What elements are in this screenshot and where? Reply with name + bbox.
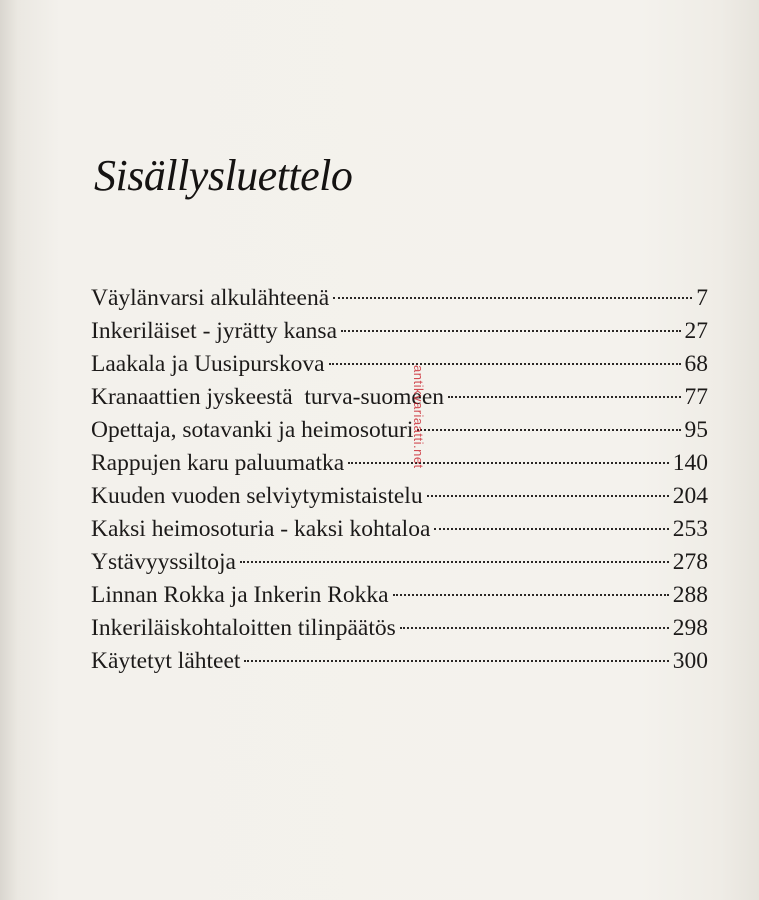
toc-dot-leader bbox=[427, 495, 669, 497]
toc-entry-title: Kuuden vuoden selviytymistaistelu bbox=[91, 483, 423, 509]
toc-entry-page: 300 bbox=[672, 648, 708, 674]
toc-dot-leader bbox=[417, 429, 680, 431]
table-of-contents bbox=[91, 282, 708, 678]
toc-entry-title: Opettaja, sotavanki ja heimosoturi bbox=[91, 417, 414, 443]
toc-dot-leader bbox=[448, 396, 680, 398]
toc-dot-leader bbox=[341, 330, 680, 332]
toc-entry bbox=[91, 645, 708, 678]
toc-entry-page: 278 bbox=[672, 549, 708, 575]
toc-dot-leader bbox=[240, 561, 669, 563]
toc-dot-leader bbox=[393, 594, 669, 596]
toc-entry bbox=[91, 612, 708, 645]
toc-entry bbox=[91, 546, 708, 579]
toc-entry-title: Inkeriläiset - jyrätty kansa bbox=[91, 318, 338, 344]
toc-entry-page: 140 bbox=[672, 450, 708, 476]
toc-entry-page: 68 bbox=[684, 351, 708, 377]
toc-entry-title: Käytetyt lähteet bbox=[91, 648, 241, 674]
toc-entry bbox=[91, 414, 708, 447]
toc-dot-leader bbox=[244, 660, 668, 662]
toc-entry bbox=[91, 447, 708, 480]
watermark-text: antikvariaatti.net bbox=[411, 365, 426, 469]
toc-entry-page: 298 bbox=[672, 615, 708, 641]
toc-entry-page: 27 bbox=[684, 318, 708, 344]
toc-dot-leader bbox=[434, 528, 668, 530]
toc-entry-title: Kaksi heimosoturia - kaksi kohtaloa bbox=[91, 516, 431, 542]
toc-entry-page: 7 bbox=[696, 285, 708, 311]
toc-entry-title: Rappujen karu paluumatka bbox=[91, 450, 345, 476]
toc-entry-page: 95 bbox=[684, 417, 708, 443]
toc-entry-title: Kranaattien jyskeestä turva-suomeen bbox=[91, 384, 445, 410]
toc-entry-page: 253 bbox=[672, 516, 708, 542]
toc-dot-leader bbox=[400, 627, 669, 629]
toc-entry-page: 77 bbox=[684, 384, 708, 410]
toc-entry bbox=[91, 579, 708, 612]
toc-entry-title: Laakala ja Uusipurskova bbox=[91, 351, 325, 377]
toc-entry bbox=[91, 282, 708, 315]
toc-dot-leader bbox=[329, 363, 681, 365]
toc-entry-page: 288 bbox=[672, 582, 708, 608]
toc-dot-leader bbox=[333, 297, 692, 299]
toc-entry-title: Linnan Rokka ja Inkerin Rokka bbox=[91, 582, 389, 608]
toc-entry bbox=[91, 513, 708, 546]
toc-dot-leader bbox=[348, 462, 669, 464]
page-title: Sisällysluettelo bbox=[94, 151, 353, 200]
toc-entry-title: Inkeriläiskohtaloitten tilinpäätös bbox=[91, 615, 396, 641]
toc-entry bbox=[91, 348, 708, 381]
toc-entry bbox=[91, 381, 708, 414]
toc-entry-page: 204 bbox=[672, 483, 708, 509]
toc-entry-title: Väylänvarsi alkulähteenä bbox=[91, 285, 330, 311]
toc-entry-title: Ystävyyssiltoja bbox=[91, 549, 236, 575]
toc-entry bbox=[91, 480, 708, 513]
toc-entry bbox=[91, 315, 708, 348]
